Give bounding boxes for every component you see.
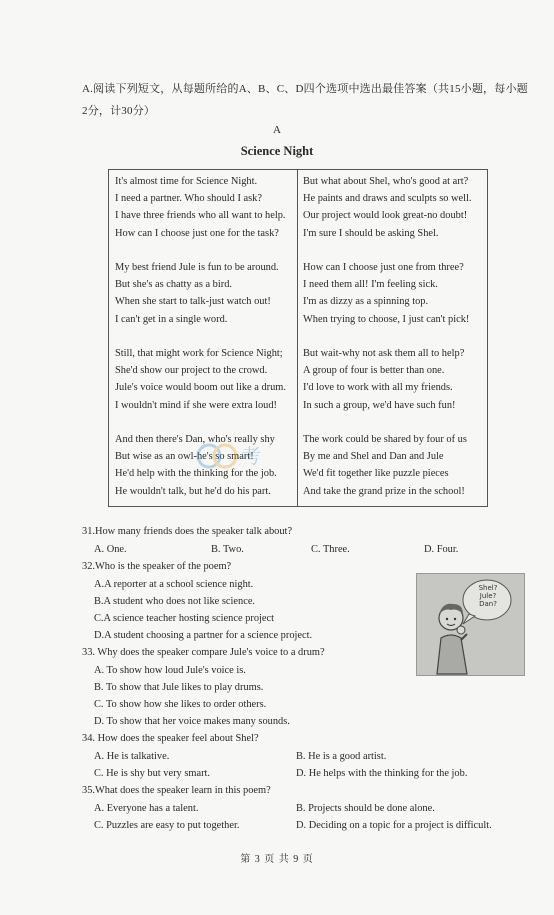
page-footer: 第 3 页 共 9 页 bbox=[240, 854, 314, 865]
poem-line: A group of four is better than one. bbox=[303, 365, 445, 377]
question-31-stem: 31.How many friends does the speaker talk about? bbox=[82, 526, 293, 537]
question-35-option-c: C. Puzzles are easy to put together. bbox=[94, 820, 240, 831]
svg-text:考: 考 bbox=[241, 444, 261, 468]
poem-line: I wouldn't mind if she were extra loud! bbox=[115, 399, 278, 411]
question-34-option-d: D. He helps with the thinking for the job. bbox=[296, 768, 468, 779]
poem-line: Jule's voice would boom out like a drum. bbox=[115, 382, 286, 394]
poem-title: Science Night bbox=[240, 144, 314, 158]
question-35-option-d: D. Deciding on a topic for a project is difficult. bbox=[296, 820, 492, 831]
question-35-stem: 35.What does the speaker learn in this poem? bbox=[82, 785, 271, 796]
question-33-option-c: C. To show how she likes to order others. bbox=[94, 699, 267, 710]
poem-line: How can I choose just one for the task? bbox=[115, 227, 279, 239]
question-33-stem: 33. Why does the speaker compare Jule's voice to a drum? bbox=[82, 647, 325, 658]
poem-line: The work could be shared by four of us bbox=[303, 434, 467, 445]
poem-line: In such a group, we'd have such fun! bbox=[303, 399, 456, 411]
question-33-option-b: B. To show that Jule likes to play drums. bbox=[94, 682, 264, 693]
question-31-option-b: B. Two. bbox=[211, 544, 244, 555]
poem-line: But wait-why not ask them all to help? bbox=[303, 348, 465, 359]
poem-line: When trying to choose, I just can't pick! bbox=[303, 313, 470, 325]
poem-line: We'd fit together like puzzle pieces bbox=[303, 468, 449, 480]
poem-line: My best friend Jule is fun to be around. bbox=[115, 262, 279, 273]
poem-line: But what about Shel, who's good at art? bbox=[303, 176, 469, 187]
poem-line: It's almost time for Science Night. bbox=[115, 176, 258, 187]
question-33-option-d: D. To show that her voice makes many sounds. bbox=[94, 716, 290, 727]
question-31-option-a: A. One. bbox=[94, 544, 127, 555]
poem-line: I need a partner. Who should I ask? bbox=[115, 193, 262, 205]
illustration bbox=[416, 573, 525, 676]
poem-right-column bbox=[303, 173, 472, 500]
question-33-option-a: A. To show how loud Jule's voice is. bbox=[94, 665, 246, 676]
child-thinking-icon bbox=[417, 574, 525, 676]
question-31-option-d: D. Four. bbox=[424, 544, 459, 555]
question-32-stem: 32.Who is the speaker of the poem? bbox=[82, 561, 232, 572]
poem-stanza bbox=[115, 259, 286, 328]
poem-line: He wouldn't talk, but he'd do his part. bbox=[115, 485, 271, 497]
poem-line: Still, that might work for Science Night; bbox=[115, 348, 283, 359]
poem-stanza bbox=[303, 431, 472, 500]
poem-line: I need them all! I'm feeling sick. bbox=[303, 279, 438, 291]
question-31-option-c: C. Three. bbox=[311, 544, 350, 555]
question-34-option-c: C. He is shy but very smart. bbox=[94, 768, 211, 779]
passage-letter: A bbox=[273, 124, 281, 136]
poem-line: I'm as dizzy as a spinning top. bbox=[303, 296, 429, 308]
poem-stanza bbox=[303, 259, 472, 328]
poem-line: He'd help with the thinking for the job. bbox=[115, 468, 277, 480]
bubble-name-dan: Dan? bbox=[479, 600, 497, 608]
question-32-option-b: B.A student who does not like science. bbox=[94, 596, 256, 607]
poem-line: He paints and draws and sculpts so well. bbox=[303, 193, 472, 205]
question-34-option-a: A. He is talkative. bbox=[94, 751, 170, 762]
poem-line: I have three friends who all want to help. bbox=[115, 210, 286, 222]
poem-line: And then there's Dan, who's really shy bbox=[115, 434, 275, 445]
question-32-option-a: A.A reporter at a school science night. bbox=[94, 579, 254, 590]
question-32-option-d: D.A student choosing a partner for a science project. bbox=[94, 630, 313, 641]
bubble-name-jule: Jule? bbox=[479, 592, 497, 600]
question-34-stem: 34. How does the speaker feel about Shel? bbox=[82, 733, 259, 744]
poem-line: She'd show our project to the crowd. bbox=[115, 365, 268, 377]
poem-line: I'm sure I should be asking Shel. bbox=[303, 227, 439, 239]
poem-stanza bbox=[115, 345, 286, 414]
instructions: A.阅读下列短文，从每题所给的A、B、C、D四个选项中选出最佳答案（共15小题，每小题2分，计30分） bbox=[82, 83, 528, 117]
poem-line: Our project would look great-no doubt! bbox=[303, 210, 468, 222]
question-35-option-b: B. Projects should be done alone. bbox=[296, 803, 435, 814]
poem-line: And take the grand prize in the school! bbox=[303, 485, 465, 497]
question-32-option-c: C.A science teacher hosting science project bbox=[94, 613, 275, 624]
question-35-option-a: A. Everyone has a talent. bbox=[94, 803, 199, 814]
poem-stanza bbox=[303, 173, 472, 242]
bubble-name-shel: Shel? bbox=[478, 584, 498, 592]
question-34-option-b: B. He is a good artist. bbox=[296, 751, 387, 762]
speech-bubble-text bbox=[475, 584, 501, 608]
poem-stanza bbox=[115, 173, 286, 242]
poem-line: I'd love to work with all my friends. bbox=[303, 382, 453, 394]
poem-line: By me and Shel and Dan and Jule bbox=[303, 451, 444, 463]
poem-line: How can I choose just one from three? bbox=[303, 262, 464, 273]
poem-line: I can't get in a single word. bbox=[115, 313, 228, 325]
poem-line: But she's as chatty as a bird. bbox=[115, 279, 233, 291]
poem-stanza bbox=[303, 345, 472, 414]
poem-line: When she start to talk-just watch out! bbox=[115, 296, 271, 308]
watermark-logo-icon bbox=[195, 436, 305, 476]
poem-line: But wise as an owl-he's so smart! bbox=[115, 451, 254, 463]
